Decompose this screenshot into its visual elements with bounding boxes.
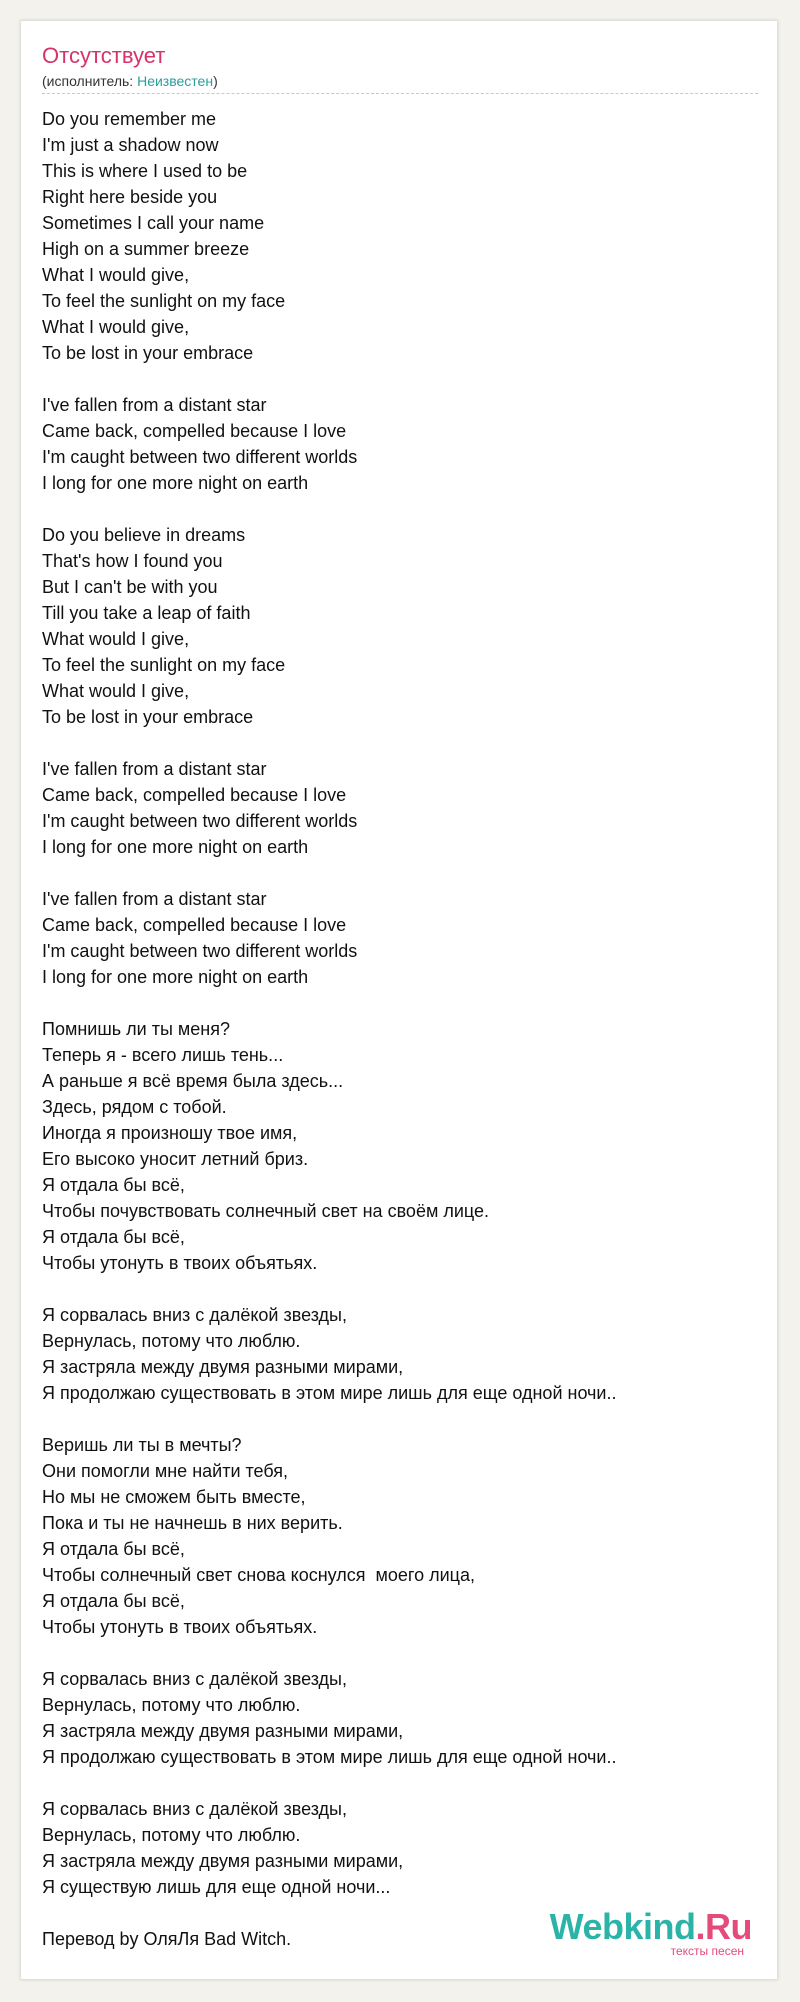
logo-ru: .Ru <box>695 1906 752 1947</box>
header-divider <box>42 93 758 94</box>
lyric-line: Do you believe in dreams <box>42 525 246 545</box>
lyric-line: Иногда я произношу твое имя, <box>42 1123 298 1143</box>
lyric-line: Я отдала бы всё, <box>42 1539 185 1559</box>
webkind-logo[interactable] <box>549 1906 752 1958</box>
lyric-line: I'm caught between two different worlds <box>42 811 358 831</box>
song-title: Отсутствует <box>42 43 166 68</box>
stanza-break <box>42 366 758 392</box>
lyric-line: Till you take a leap of faith <box>42 603 251 623</box>
stanza-break <box>42 990 758 1016</box>
artist-line <box>42 73 218 90</box>
lyric-line: Чтобы утонуть в твоих объятьях. <box>42 1253 318 1273</box>
lyric-line: What I would give, <box>42 265 190 285</box>
lyric-line: Они помогли мне найти тебя, <box>42 1461 289 1481</box>
lyric-line: I long for one more night on earth <box>42 473 309 493</box>
lyric-line: I've fallen from a distant star <box>42 395 267 415</box>
lyric-line: What would I give, <box>42 629 190 649</box>
lyric-line: Вернулась, потому что люблю. <box>42 1695 301 1715</box>
logo-tagline: тексты песен <box>670 1944 744 1958</box>
lyric-line: Вернулась, потому что люблю. <box>42 1331 301 1351</box>
lyric-line: Sometimes I call your name <box>42 213 265 233</box>
lyric-line: That's how I found you <box>42 551 223 571</box>
lyric-line: What would I give, <box>42 681 190 701</box>
stanza-break <box>42 1640 758 1666</box>
artist-link[interactable]: Неизвестен <box>137 73 214 89</box>
stanza-break <box>42 1276 758 1302</box>
lyric-line: Чтобы почувствовать солнечный свет на своём лице. <box>42 1201 490 1221</box>
lyric-line: Я застряла между двумя разными мирами, <box>42 1721 404 1741</box>
stanza-break <box>42 730 758 756</box>
lyric-line: Чтобы утонуть в твоих объятьях. <box>42 1617 318 1637</box>
lyric-line: Веришь ли ты в мечты? <box>42 1435 242 1455</box>
lyric-line: А раньше я всё время была здесь... <box>42 1071 344 1091</box>
lyric-line: Чтобы солнечный свет снова коснулся моего лица, <box>42 1565 475 1585</box>
lyric-line: Но мы не сможем быть вместе, <box>42 1487 306 1507</box>
lyric-line: Я сорвалась вниз с далёкой звезды, <box>42 1799 347 1819</box>
lyric-line: Came back, compelled because I love <box>42 915 347 935</box>
lyric-line: I'm caught between two different worlds <box>42 941 358 961</box>
lyric-line: Пока и ты не начнешь в них верить. <box>42 1513 343 1533</box>
lyric-line: Do you remember me <box>42 109 217 129</box>
stanza-break <box>42 860 758 886</box>
logo-web: Web <box>549 1906 624 1947</box>
lyric-line: Помнишь ли ты меня? <box>42 1019 230 1039</box>
lyrics-card <box>20 20 778 1980</box>
lyric-line: I long for one more night on earth <box>42 967 309 987</box>
lyric-line: To feel the sunlight on my face <box>42 291 286 311</box>
lyric-line: Right here beside you <box>42 187 218 207</box>
lyric-line: Я продолжаю существовать в этом мире лишь для еще одной ночи.. <box>42 1383 617 1403</box>
artist-suffix: ) <box>213 73 218 89</box>
stanza-break <box>42 1770 758 1796</box>
lyric-line: Перевод by ОляЛя Bad Witch. <box>42 1929 292 1949</box>
lyric-line: Его высоко уносит летний бриз. <box>42 1149 309 1169</box>
lyric-line: Я сорвалась вниз с далёкой звезды, <box>42 1305 347 1325</box>
lyric-line: I'm caught between two different worlds <box>42 447 358 467</box>
lyric-line: Came back, compelled because I love <box>42 421 347 441</box>
lyric-line: Я отдала бы всё, <box>42 1591 185 1611</box>
lyric-line: Я продолжаю существовать в этом мире лишь для еще одной ночи.. <box>42 1747 617 1767</box>
lyric-line: Я сорвалась вниз с далёкой звезды, <box>42 1669 347 1689</box>
lyric-line: Теперь я - всего лишь тень... <box>42 1045 284 1065</box>
lyrics-text <box>42 106 758 1952</box>
lyric-line: I'm just a shadow now <box>42 135 219 155</box>
lyric-line: Вернулась, потому что люблю. <box>42 1825 301 1845</box>
lyric-line: I've fallen from a distant star <box>42 889 267 909</box>
lyric-line: Я застряла между двумя разными мирами, <box>42 1851 404 1871</box>
stanza-break <box>42 496 758 522</box>
lyric-line: Здесь, рядом с тобой. <box>42 1097 227 1117</box>
lyric-line: Я отдала бы всё, <box>42 1227 185 1247</box>
lyric-line: To feel the sunlight on my face <box>42 655 286 675</box>
lyric-line: I long for one more night on earth <box>42 837 309 857</box>
lyric-line: Я отдала бы всё, <box>42 1175 185 1195</box>
lyric-line: High on a summer breeze <box>42 239 250 259</box>
lyric-line: Came back, compelled because I love <box>42 785 347 805</box>
logo-kind: kind <box>623 1906 696 1947</box>
stanza-break <box>42 1406 758 1432</box>
lyric-line: What I would give, <box>42 317 190 337</box>
logo-wordmark <box>549 1906 752 1947</box>
lyric-line: To be lost in your embrace <box>42 343 254 363</box>
lyric-line: But I can't be with you <box>42 577 218 597</box>
lyric-line: Я существую лишь для еще одной ночи... <box>42 1877 391 1897</box>
lyric-line: This is where I used to be <box>42 161 248 181</box>
lyric-line: To be lost in your embrace <box>42 707 254 727</box>
lyric-line: Я застряла между двумя разными мирами, <box>42 1357 404 1377</box>
artist-prefix: (исполнитель: <box>42 73 138 89</box>
lyric-line: I've fallen from a distant star <box>42 759 267 779</box>
